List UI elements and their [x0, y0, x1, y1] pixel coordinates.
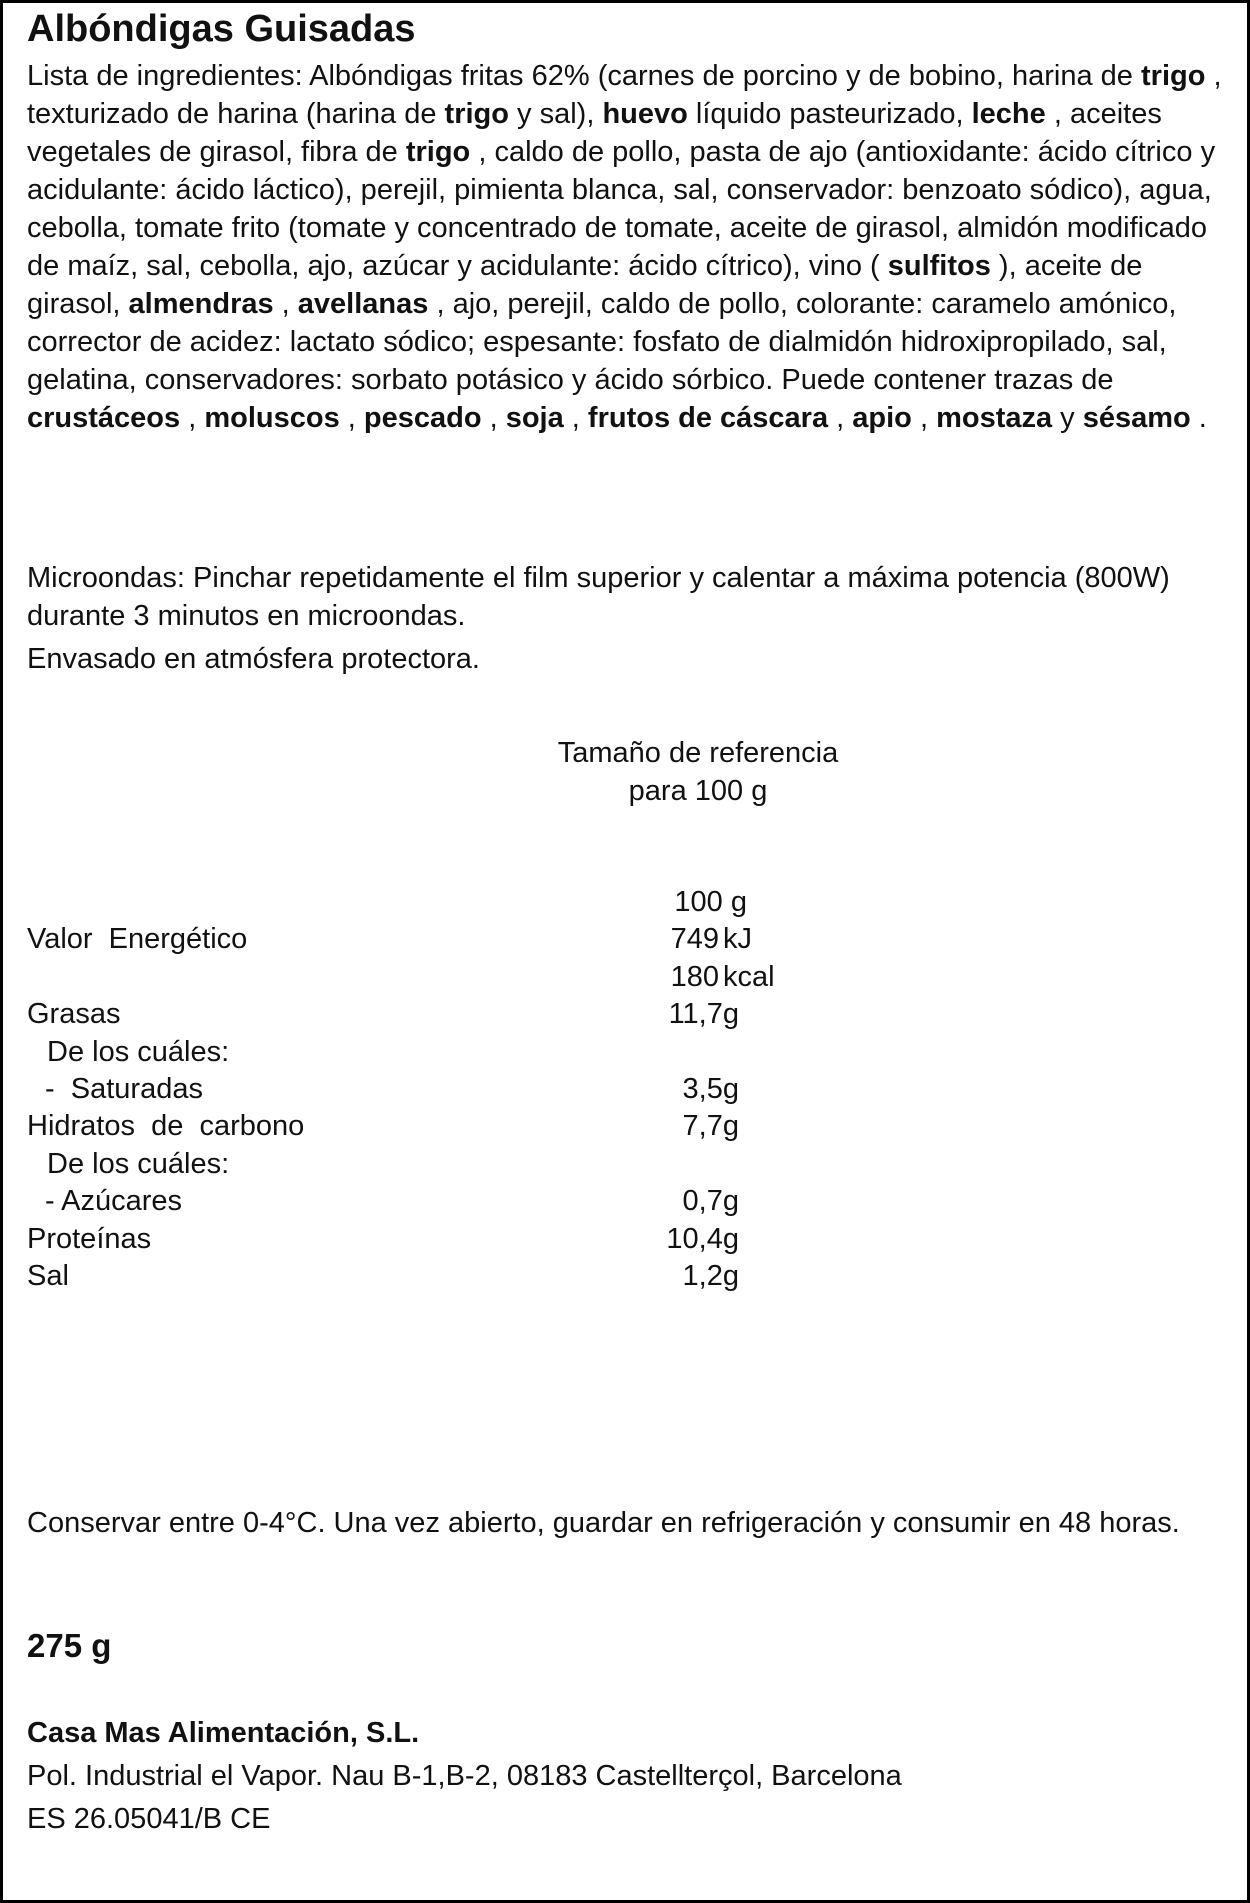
- proteinas-label: Proteínas: [27, 1222, 152, 1255]
- allergen: pescado: [363, 402, 482, 434]
- sal-label: Sal: [27, 1259, 69, 1292]
- allergen: frutos de cáscara: [587, 402, 829, 434]
- allergen: moluscos: [204, 402, 340, 434]
- ingredient-text: , texturizado de harina (harina de: [27, 60, 1222, 130]
- nutrition-per-amount: 100 g: [674, 886, 747, 918]
- hidratos-value: 7,7g: [682, 1110, 739, 1143]
- hidratos-sub-label: De los cuáles:: [47, 1147, 230, 1180]
- energy-kcal-unit: kcal: [723, 960, 775, 993]
- allergen: soja: [505, 402, 564, 434]
- sal-value: 1,2g: [682, 1259, 739, 1292]
- ingredient-text: Lista de ingredientes: Albóndigas fritas 62% (carnes de porcino y de bobino, harina de: [27, 60, 1141, 92]
- grasas-sub-label: De los cuáles:: [47, 1035, 230, 1068]
- azucares-value: 0,7g: [682, 1185, 739, 1218]
- nutrition-row-saturadas: [3, 1070, 1247, 1107]
- allergen: trigo: [405, 136, 471, 168]
- nutrition-row-hidratos: [3, 1107, 1247, 1144]
- microwave-instructions: Microondas: Pinchar repetidamente el film superior y calentar a máxima potencia (800W) durante 3 minutos en microondas.: [27, 562, 1170, 632]
- reference-size-line1: Tamaño de referencia: [557, 737, 839, 769]
- ingredient-text: , aceites vegetales de girasol, fibra de: [27, 98, 1162, 168]
- ingredient-text: ,: [563, 402, 588, 434]
- ingredient-text: ), aceite de girasol,: [27, 250, 1143, 320]
- ingredient-text: , ajo, perejil, caldo de pollo, colorante: caramelo amónico, corrector de acidez: lactato sódico; espesante: fosfato de dialmidón hidroxipropilado, sal, gelatina, conservadores: sorbato potásico y ácido sórbico. Puede contener trazas de: [27, 288, 1177, 396]
- allergen: leche: [971, 98, 1046, 130]
- saturadas-label: - Saturadas: [45, 1072, 203, 1105]
- azucares-label: - Azúcares: [45, 1185, 182, 1218]
- grasas-label: Grasas: [27, 998, 121, 1031]
- allergen: sulfitos: [887, 250, 991, 282]
- registration-number: ES 26.05041/B CE: [27, 1803, 271, 1835]
- nutrition-row-energy-kj: [3, 920, 1247, 957]
- allergen: apio: [852, 402, 912, 434]
- ingredient-text: líquido pasteurizado,: [687, 98, 972, 130]
- grasas-value: 11,7g: [668, 998, 739, 1031]
- product-title: Albóndigas Guisadas: [27, 8, 416, 50]
- company-name: Casa Mas Alimentación, S.L.: [27, 1717, 420, 1749]
- packaging-note: Envasado en atmósfera protectora.: [27, 643, 480, 675]
- ingredient-text: ,: [481, 402, 506, 434]
- energy-kj-value: 749: [670, 923, 719, 956]
- nutrition-row-hidratos-sub: [3, 1145, 1247, 1182]
- ingredient-text: y: [1052, 402, 1083, 434]
- nutrition-table: [3, 883, 1247, 1294]
- allergen: huevo: [602, 98, 688, 130]
- energy-kj-unit: kJ: [723, 923, 752, 956]
- ingredients-list: [27, 57, 1227, 437]
- nutrition-row-sal: [3, 1257, 1247, 1294]
- nutrition-row-grasas: [3, 995, 1247, 1032]
- nutrition-row-proteinas: [3, 1220, 1247, 1257]
- nutrition-row-azucares: [3, 1182, 1247, 1219]
- energy-label: Valor Energético: [27, 923, 248, 956]
- allergen: almendras: [128, 288, 274, 320]
- net-weight: 275 g: [27, 1627, 112, 1664]
- ingredient-text: ,: [339, 402, 364, 434]
- allergen: trigo: [444, 98, 509, 130]
- nutrition-row-energy-kcal: [3, 958, 1247, 995]
- nutrition-row-grasas-sub: [3, 1033, 1247, 1070]
- company-address: Pol. Industrial el Vapor. Nau B-1,B-2, 08183 Castellterçol, Barcelona: [27, 1760, 902, 1792]
- ingredient-text: ,: [828, 402, 853, 434]
- allergen: sésamo: [1082, 402, 1191, 434]
- ingredient-text: y sal),: [508, 98, 603, 130]
- reference-size-header: [523, 734, 873, 810]
- ingredient-text: .: [1190, 402, 1207, 434]
- ingredient-text: ,: [273, 288, 298, 320]
- nutrition-row-per: [3, 883, 1247, 920]
- allergen: crustáceos: [27, 402, 181, 434]
- ingredient-text: ,: [180, 402, 205, 434]
- allergen: avellanas: [297, 288, 429, 320]
- hidratos-label: Hidratos de carbono: [27, 1110, 305, 1143]
- reference-size-line2: para 100 g: [628, 775, 768, 807]
- storage-instructions: Conservar entre 0-4°C. Una vez abierto, guardar en refrigeración y consumir en 48 horas.: [27, 1507, 1180, 1539]
- ingredient-text: , caldo de pollo, pasta de ajo (antioxidante: ácido cítrico y acidulante: ácido láctico), perejil, pimienta blanca, sal, conservador: benzoato sódico), agua, cebolla, tomate frito (tomate y concentrado de tomate, aceite de girasol, almidón modificado de maíz, sal, cebolla, ajo, azúcar y acidulante: ácido cítrico), vino (: [27, 136, 1216, 282]
- ingredient-text: ,: [911, 402, 937, 434]
- allergen: trigo: [1141, 60, 1206, 92]
- proteinas-value: 10,4g: [666, 1222, 739, 1255]
- energy-kcal-value: 180: [670, 960, 719, 993]
- allergen: mostaza: [936, 402, 1053, 434]
- saturadas-value: 3,5g: [682, 1072, 739, 1105]
